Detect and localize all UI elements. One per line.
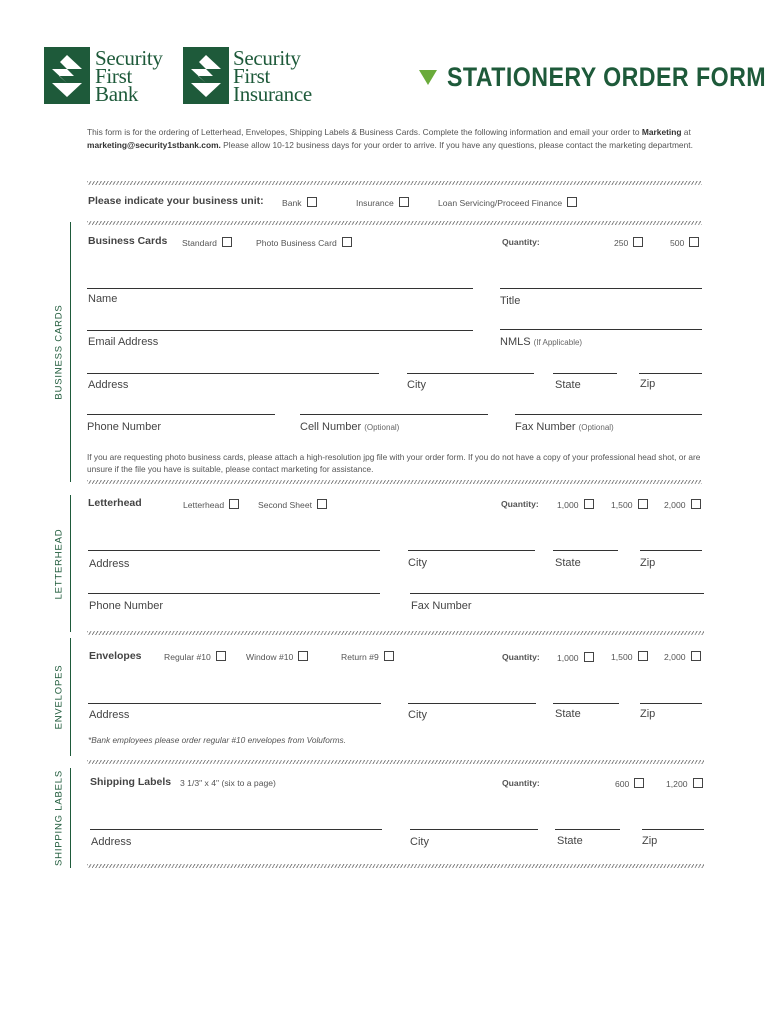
state-line[interactable] bbox=[553, 373, 617, 374]
address-label: Address bbox=[91, 836, 132, 848]
bank-logo-line2: First bbox=[95, 64, 133, 88]
nmls-line[interactable] bbox=[500, 329, 702, 330]
intro-email-link[interactable]: marketing@security1stbank.com. bbox=[87, 140, 221, 150]
zip-label: Zip bbox=[642, 835, 658, 847]
title-label: Title bbox=[500, 295, 521, 307]
address-label: Address bbox=[89, 558, 130, 570]
address-line[interactable] bbox=[87, 373, 379, 374]
quantity-1000[interactable] bbox=[557, 652, 594, 663]
nmls-text: NMLS bbox=[500, 336, 531, 348]
intro-text-2: at bbox=[681, 127, 691, 137]
divider bbox=[87, 631, 704, 635]
option-label: Window #10 bbox=[246, 652, 294, 662]
divider bbox=[87, 760, 704, 764]
intro-marketing: Marketing bbox=[641, 127, 682, 137]
city-line[interactable] bbox=[410, 829, 538, 830]
nmls-label bbox=[500, 336, 582, 348]
option-label: Bank bbox=[282, 198, 302, 208]
state-line[interactable] bbox=[555, 829, 620, 830]
business-unit-bank[interactable] bbox=[282, 197, 317, 208]
checkbox[interactable] bbox=[399, 197, 409, 207]
zip-line[interactable] bbox=[639, 373, 702, 374]
phone-line[interactable] bbox=[87, 414, 275, 415]
email-label: Email Address bbox=[88, 336, 159, 348]
quantity-label: Quantity: bbox=[502, 652, 540, 662]
checkbox[interactable] bbox=[317, 499, 327, 509]
option-label: 250 bbox=[614, 238, 629, 248]
option-regular-10[interactable] bbox=[164, 651, 226, 662]
checkbox[interactable] bbox=[229, 499, 239, 509]
checkbox[interactable] bbox=[693, 778, 703, 788]
insurance-logo-line1: Security bbox=[233, 46, 301, 70]
checkbox[interactable] bbox=[638, 651, 648, 661]
option-standard[interactable] bbox=[182, 237, 232, 248]
name-label: Name bbox=[88, 293, 118, 305]
letterhead-title: Letterhead bbox=[88, 497, 142, 509]
shipping-labels-title: Shipping Labels bbox=[90, 776, 172, 788]
option-return-9[interactable] bbox=[341, 651, 394, 662]
fax-line[interactable] bbox=[410, 593, 704, 594]
envelopes-note: *Bank employees please order regular #10 envelopes from Voluforms. bbox=[88, 735, 346, 745]
cell-label bbox=[300, 421, 399, 433]
option-label: 1,500 bbox=[611, 652, 633, 662]
option-label: Second Sheet bbox=[258, 500, 312, 510]
cell-text: Cell Number bbox=[300, 421, 362, 433]
state-label: State bbox=[555, 557, 581, 569]
side-label-text: SHIPPING LABELS bbox=[53, 770, 65, 866]
business-unit-loan-servicing[interactable] bbox=[438, 197, 577, 208]
quantity-250[interactable] bbox=[614, 237, 643, 248]
side-label-envelopes bbox=[48, 638, 71, 756]
shipping-label-size: 3 1/3" x 4" (six to a page) bbox=[180, 778, 276, 788]
checkbox[interactable] bbox=[638, 499, 648, 509]
zip-label: Zip bbox=[640, 708, 656, 720]
quantity-2000[interactable] bbox=[664, 499, 701, 510]
option-label: 1,500 bbox=[611, 500, 633, 510]
photo-note: If you are requesting photo business cards, please attach a high-resolution jpg file with your order form. If you do not have a copy of your professional head shot, or are unsure if the file you have is suitable, please contact marketing for assistance. bbox=[87, 452, 701, 474]
intro-paragraph bbox=[87, 126, 709, 152]
zip-label: Zip bbox=[640, 378, 656, 390]
cell-note: (Optional) bbox=[364, 423, 400, 432]
phone-label: Phone Number bbox=[89, 600, 163, 612]
state-label: State bbox=[557, 835, 583, 847]
city-label: City bbox=[408, 557, 427, 569]
form-title: STATIONERY ORDER FORM bbox=[447, 62, 767, 92]
fax-line[interactable] bbox=[515, 414, 702, 415]
option-label: Loan Servicing/Proceed Finance bbox=[438, 198, 563, 208]
quantity-1500[interactable] bbox=[611, 651, 648, 662]
quantity-label: Quantity: bbox=[501, 499, 539, 509]
address-line[interactable] bbox=[90, 829, 382, 830]
bank-logo-mark bbox=[44, 47, 90, 104]
email-line[interactable] bbox=[87, 330, 473, 331]
option-window-10[interactable] bbox=[246, 651, 308, 662]
option-label: 2,000 bbox=[664, 500, 686, 510]
checkbox[interactable] bbox=[689, 237, 699, 247]
cell-line[interactable] bbox=[300, 414, 488, 415]
zip-line[interactable] bbox=[642, 829, 704, 830]
side-label-text: LETTERHEAD bbox=[53, 528, 65, 599]
quantity-2000[interactable] bbox=[664, 651, 701, 662]
option-label: Regular #10 bbox=[164, 652, 211, 662]
checkbox[interactable] bbox=[298, 651, 308, 661]
address-label: Address bbox=[88, 379, 129, 391]
fax-text: Fax Number bbox=[515, 421, 576, 433]
name-line[interactable] bbox=[87, 288, 473, 289]
business-cards-title: Business Cards bbox=[88, 235, 168, 247]
city-label: City bbox=[410, 836, 429, 848]
side-label-letterhead bbox=[48, 495, 71, 632]
address-line[interactable] bbox=[88, 703, 381, 704]
state-label: State bbox=[555, 379, 581, 391]
divider bbox=[87, 864, 704, 868]
fax-label bbox=[515, 421, 614, 433]
checkbox[interactable] bbox=[567, 197, 577, 207]
checkbox[interactable] bbox=[342, 237, 352, 247]
intro-text-1: This form is for the ordering of Letterhead, Envelopes, Shipping Labels & Business Cards. Complete the following information and email your order to bbox=[87, 127, 642, 137]
checkbox[interactable] bbox=[633, 237, 643, 247]
phone-line[interactable] bbox=[88, 593, 380, 594]
side-label-text: ENVELOPES bbox=[53, 664, 65, 730]
business-unit-insurance[interactable] bbox=[356, 197, 409, 208]
security-first-bank-logo bbox=[44, 45, 174, 105]
side-label-shipping-labels bbox=[48, 768, 71, 868]
divider bbox=[87, 181, 702, 185]
quantity-label: Quantity: bbox=[502, 237, 540, 247]
quantity-label: Quantity: bbox=[502, 778, 540, 788]
option-second-sheet[interactable] bbox=[258, 499, 327, 510]
checkbox[interactable] bbox=[216, 651, 226, 661]
security-first-insurance-logo bbox=[183, 45, 323, 105]
title-line[interactable] bbox=[500, 288, 702, 289]
fax-note: (Optional) bbox=[578, 423, 614, 432]
envelopes-title: Envelopes bbox=[89, 650, 142, 662]
intro-text-3: Please allow 10-12 business days for your order to arrive. If you have any questions, please contact the marketing department. bbox=[220, 140, 693, 150]
title-triangle-icon bbox=[419, 70, 437, 85]
side-label-text: BUSINESS CARDS bbox=[53, 304, 65, 400]
checkbox[interactable] bbox=[307, 197, 317, 207]
insurance-logo-mark bbox=[183, 47, 229, 104]
business-unit-label: Please indicate your business unit: bbox=[88, 195, 264, 207]
city-line[interactable] bbox=[407, 373, 534, 374]
city-label: City bbox=[408, 709, 427, 721]
checkbox[interactable] bbox=[584, 652, 594, 662]
option-label: Photo Business Card bbox=[256, 238, 337, 248]
option-photo-business-card[interactable] bbox=[256, 237, 352, 248]
option-label: 600 bbox=[615, 779, 630, 789]
option-label: 1,200 bbox=[666, 779, 688, 789]
phone-label: Phone Number bbox=[87, 421, 161, 433]
divider bbox=[87, 221, 702, 225]
nmls-note: (If Applicable) bbox=[533, 338, 583, 347]
checkbox[interactable] bbox=[384, 651, 394, 661]
address-label: Address bbox=[89, 709, 130, 721]
checkbox[interactable] bbox=[691, 651, 701, 661]
quantity-600[interactable] bbox=[615, 778, 644, 789]
zip-label: Zip bbox=[640, 557, 656, 569]
option-label: 2,000 bbox=[664, 652, 686, 662]
option-label: 1,000 bbox=[557, 653, 579, 663]
quantity-500[interactable] bbox=[670, 237, 699, 248]
city-line[interactable] bbox=[408, 703, 536, 704]
bank-logo-line3: Bank bbox=[95, 82, 139, 106]
insurance-logo-line2: First bbox=[233, 64, 271, 88]
quantity-1000[interactable] bbox=[557, 499, 594, 510]
checkbox[interactable] bbox=[691, 499, 701, 509]
checkbox[interactable] bbox=[584, 499, 594, 509]
option-label: Standard bbox=[182, 238, 217, 248]
zip-line[interactable] bbox=[640, 550, 702, 551]
fax-label: Fax Number bbox=[411, 600, 472, 612]
option-label: Return #9 bbox=[341, 652, 379, 662]
option-label: 1,000 bbox=[557, 500, 579, 510]
bank-logo-line1: Security bbox=[95, 46, 163, 70]
side-label-business-cards bbox=[48, 222, 71, 482]
city-line[interactable] bbox=[408, 550, 535, 551]
insurance-logo-line3: Insurance bbox=[233, 82, 312, 106]
city-label: City bbox=[407, 379, 426, 391]
checkbox[interactable] bbox=[222, 237, 232, 247]
state-label: State bbox=[555, 708, 581, 720]
address-line[interactable] bbox=[88, 550, 380, 551]
quantity-1500[interactable] bbox=[611, 499, 648, 510]
divider bbox=[87, 480, 702, 484]
state-line[interactable] bbox=[553, 703, 619, 704]
option-letterhead[interactable] bbox=[183, 499, 239, 510]
checkbox[interactable] bbox=[634, 778, 644, 788]
state-line[interactable] bbox=[553, 550, 618, 551]
zip-line[interactable] bbox=[640, 703, 702, 704]
quantity-1200[interactable] bbox=[666, 778, 703, 789]
option-label: Letterhead bbox=[183, 500, 225, 510]
option-label: Insurance bbox=[356, 198, 394, 208]
option-label: 500 bbox=[670, 238, 685, 248]
